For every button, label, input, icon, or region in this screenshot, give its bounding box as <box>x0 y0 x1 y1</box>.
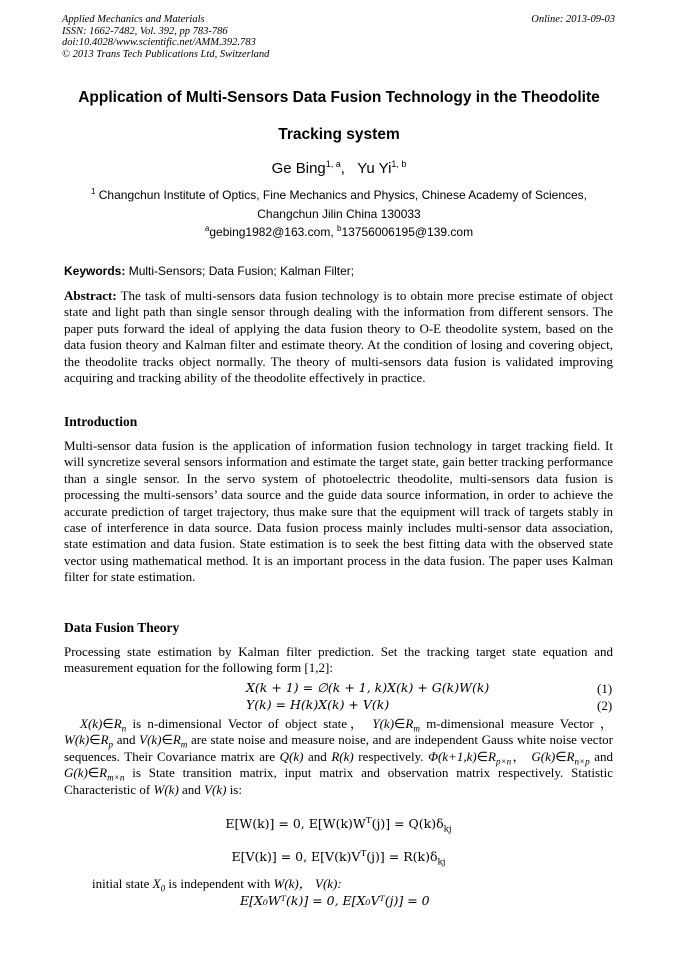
and-word: and <box>116 732 136 748</box>
init-v: V(k): <box>315 876 342 891</box>
and-word: and <box>594 748 614 764</box>
sub-nxp: n×p <box>574 756 590 767</box>
respectively-word: respectively. <box>358 748 424 764</box>
sub-m: m <box>413 723 420 734</box>
affiliation-line2: Changchun Jilin China 130033 <box>257 207 421 221</box>
set-r: R <box>172 732 181 748</box>
email-a[interactable]: gebing1982@163.com, <box>209 225 334 239</box>
journal-name: Applied Mechanics and Materials <box>62 14 205 25</box>
keywords-text: Multi-Sensors; Data Fusion; Kalman Filter; <box>128 264 355 278</box>
in-symbol: ∈ <box>161 732 173 748</box>
var-x0: X <box>152 876 161 891</box>
sub-pxn: p×n <box>495 756 512 767</box>
var-qk: Q(k) <box>279 748 304 764</box>
equation-4 <box>64 848 613 868</box>
email-a-sup: a <box>204 224 210 233</box>
sub-n: n <box>121 723 127 734</box>
eq3-transpose: T <box>365 815 372 826</box>
var-xk: X(k) <box>80 716 103 731</box>
init-pre: initial state <box>92 876 150 891</box>
in-symbol: ∈ <box>102 716 114 731</box>
eq3-sub: kj <box>443 824 452 835</box>
initial-state-text <box>92 876 612 892</box>
eq3-part-a: E[W(k)] = 0, E[W(k)W <box>225 816 366 831</box>
intro-heading: Introduction <box>64 414 138 429</box>
in-symbol: ∈ <box>394 716 406 731</box>
author-1: Ge Bing <box>271 160 326 177</box>
in-symbol: ∈ <box>87 765 100 781</box>
intro-text: Multi-sensor data fusion is the application of information fusion technology in target tracking field. It will syncretize several sensors information and estimate the target state, gain better tracking performance than a single sensor. In the servo system of photoelectric theodolite, multi-sensors data fusion is processing the multi-sensors’ data source and the guide data source information, in order to achieve the accurate prediction of target trajectory, thus make sure that the equipment will track of targets stably in case of interference in data source. Data fusion process mainly includes multi-sensor data association, state estimation and data fusion. State estimation is to seek the best fitting data with the observed state vector using mathematical method. It is an important process in the data fusion. The paper uses Kalman filter for state estimation. <box>64 438 613 585</box>
keywords-label: Keywords: <box>64 264 126 278</box>
var-v: V(k) <box>204 781 227 797</box>
sub-m: m <box>180 740 188 750</box>
x0-sub: 0 <box>160 883 166 894</box>
keywords <box>64 264 354 278</box>
doi: doi:10.4028/www.scientific.net/AMM.392.783 <box>62 37 256 48</box>
equation-5: E[X₀Wᵀ(k)] = 0, E[X₀Vᵀ(j)] = 0 <box>240 893 430 908</box>
is-word: is: <box>229 781 242 797</box>
issn: ISSN: 1662-7482, Vol. 392, pp 783-786 <box>62 25 228 37</box>
copyright: © 2013 Trans Tech Publications Ltd, Switzerland <box>62 48 270 60</box>
and-word: and <box>308 748 327 764</box>
equation-2: Y(k) = H(k)X(k) + V(k) <box>246 697 390 712</box>
eq4-part-b: (j)] = R(k)δ <box>366 849 438 864</box>
author-2: Yu Yi <box>357 160 392 177</box>
equation-1: X(k + 1) = ∅(k + 1, k)X(k) + G(k)W(k) <box>246 680 490 695</box>
xk-desc: is n-dimensional Vector of object state， <box>132 716 367 731</box>
init-mid: is independent with <box>168 876 271 891</box>
email-b[interactable]: 13756006195@139.com <box>341 225 474 239</box>
init-w: W(k)， <box>273 876 312 891</box>
eq3-part-b: (j)] = Q(k)δ <box>371 816 444 831</box>
var-vk: V(k) <box>139 732 162 748</box>
set-r: R <box>100 732 109 748</box>
yk-desc: m-dimensional measure Vector ， <box>426 716 614 731</box>
email-b-sup: b <box>337 224 342 233</box>
eq4-transpose: T <box>360 848 367 859</box>
abstract-label: Abstract: <box>64 288 117 303</box>
sub-p: p <box>108 740 114 750</box>
author-1-sup: 1, a <box>325 159 341 169</box>
author-2-sup: 1, b <box>391 159 407 169</box>
var-gk2: G(k) <box>64 765 88 781</box>
set-r: R <box>113 716 122 731</box>
var-phi: Φ(k+1,k) <box>428 748 477 764</box>
and-word: and <box>182 781 201 797</box>
authors: Ge Bing$^{1, a}$, Yu Yi$^{1, b}$ <box>271 159 407 177</box>
var-rk: R(k) <box>331 748 354 764</box>
journal-header <box>62 14 269 60</box>
equation-2-number: (2) <box>597 698 613 713</box>
sub-mxn: m×n <box>107 772 125 783</box>
abstract <box>64 288 613 386</box>
matrix-desc: is State transition matrix, input matrix and observation matrix respectively. Statistic Characteristic of <box>64 765 613 797</box>
equation-3 <box>64 815 613 835</box>
emails <box>40 224 638 241</box>
variable-definitions: $X(k)\in R_n$ is n-dimensional Vector of object state， $Y(k)\in R_m$ m-dimensional measure Vector ， $W(k)\in R_p$ and $V(k)\in R_m$ are state noise and measure noise, and are independent Gauss white noise vector sequences. Their Covariance matrix are Q(k) and R(k) respectively. $\Phi(k+1,k)\in R_{p\times n}$， $G(k)\in R_{n\times p}$ and $G(k)\in R_{m\times n}$ is State transition matrix, input matrix and observation matrix respectively. Statistic Characteristic of W(k) and V(k) is: <box>64 716 614 797</box>
var-gk: G(k) <box>531 748 556 764</box>
abstract-text: The task of multi-sensors data fusion technology is to obtain more precise estimate of object state and light path than single sensor through dealing with the information from different sensors. The paper puts forward the ideal of applying the data fusion theory to O-E theodolite system, based on the data fusion theory and Kalman filter and estimate theory. At the condition of losing and covering object, the theodolite tracks object normally. The theory of multi-sensors data fusion is validated improving acquiring and tracking ability of the theodolite effectively in practice. <box>64 288 614 386</box>
eq4-part-a: E[V(k)] = 0, E[V(k)V <box>231 849 361 864</box>
paper-title-line1: Application of Multi-Sensors Data Fusion Technology in the Theodolite <box>78 89 600 106</box>
set-r: R <box>566 748 575 764</box>
online-date: Online: 2013-09-03 <box>531 14 615 25</box>
set-r: R <box>488 748 496 764</box>
var-yk: Y(k) <box>372 716 395 731</box>
set-r: R <box>405 716 414 731</box>
affil-text1: Changchun Institute of Optics, Fine Mechanics and Physics, Chinese Academy of Sciences, <box>98 188 588 202</box>
affil-num: 1 <box>90 187 96 196</box>
in-symbol: ∈ <box>476 748 489 764</box>
in-symbol: ∈ <box>89 732 101 748</box>
theory-intro: Processing state estimation by Kalman filter prediction. Set the tracking target state equation and measurement equation for the following form [1,2]: <box>64 644 613 676</box>
in-symbol: ∈ <box>555 748 567 764</box>
set-r: R <box>99 765 108 781</box>
affiliation-line1 <box>40 187 638 204</box>
theory-heading: Data Fusion Theory <box>64 620 180 635</box>
noise-desc: are state noise and measure noise, and are independent Gauss white noise vector sequences. Their Covariance matrix are <box>64 732 614 764</box>
var-w: W(k) <box>153 781 179 797</box>
eq4-sub: kj <box>437 857 446 868</box>
equation-1-number: (1) <box>597 681 613 696</box>
var-wk: W(k) <box>64 732 90 748</box>
paper-title-line2: Tracking system <box>278 126 400 143</box>
